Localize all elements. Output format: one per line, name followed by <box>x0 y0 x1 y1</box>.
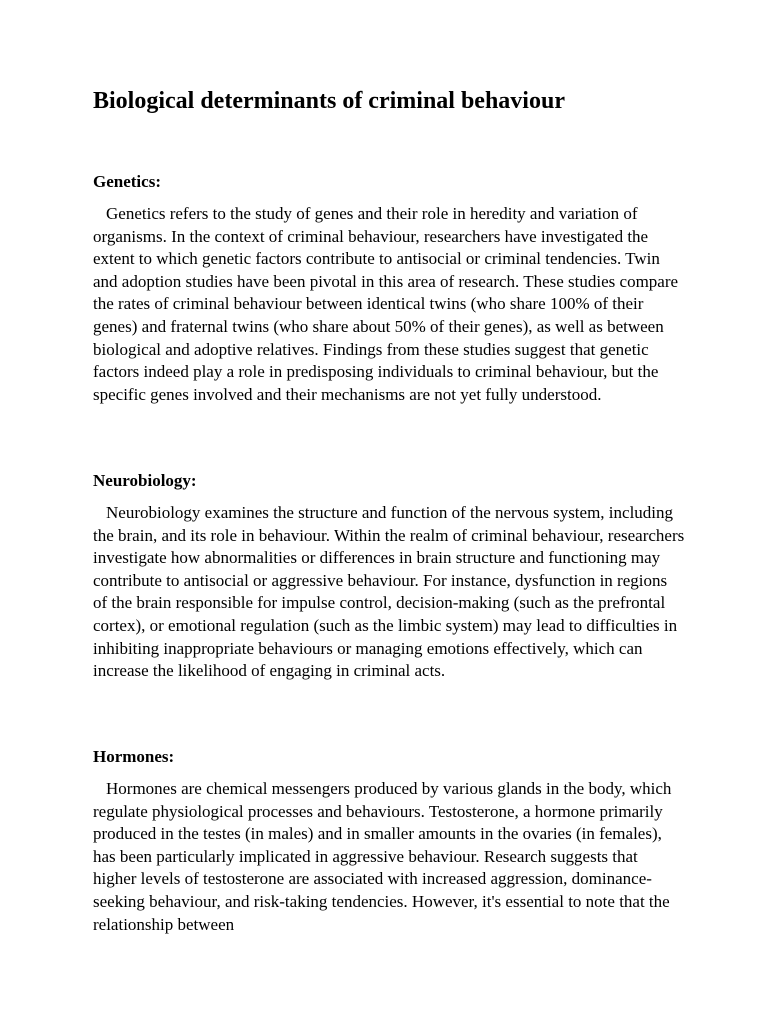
section-heading-genetics: Genetics: <box>93 172 161 191</box>
section-body-neurobiology: Neurobiology examines the structure and function of the nervous system, including the brain, and its role in behaviour. Within the realm of criminal behaviour, researchers investigate how abnormalities or differences in brain structure and functioning may contribute to antisocial or aggressive behaviour. For instance, dysfunction in regions of the brain responsible for impulse control, decision-making (such as the prefrontal cortex), or emotional regulation (such as the limbic system) may lead to difficulties in inhibiting inappropriate behaviours or managing emotions effectively, which can increase the likelihood of engaging in criminal acts. <box>93 503 685 681</box>
section-genetics <box>93 171 685 406</box>
section-heading-hormones: Hormones: <box>93 747 175 766</box>
section-neurobiology <box>93 470 685 683</box>
section-body-hormones: Hormones are chemical messengers produced by various glands in the body, which regulate physiological processes and behaviours. Testosterone, a hormone primarily produced in the testes (in males) and in smaller amounts in the ovaries (in females), has been particularly implicated in aggressive behaviour. Research suggests that higher levels of testosterone are associated with increased aggression, dominance-seeking behaviour, and risk-taking tendencies. However, it's essential to note that the relationship between <box>93 779 672 934</box>
section-body-genetics: Genetics refers to the study of genes and their role in heredity and variation of organisms. In the context of criminal behaviour, researchers have investigated the extent to which genetic factors contribute to antisocial or criminal tendencies. Twin and adoption studies have been pivotal in this area of research. These studies compare the rates of criminal behaviour between identical twins (who share 100% of their genes) and fraternal twins (who share about 50% of their genes), as well as between biological and adoptive relatives. Findings from these studies suggest that genetic factors indeed play a role in predisposing individuals to criminal behaviour, but the specific genes involved and their mechanisms are not yet fully understood. <box>93 204 679 404</box>
document-title: Biological determinants of criminal behaviour <box>93 88 565 114</box>
section-hormones <box>93 746 685 936</box>
section-heading-neurobiology: Neurobiology: <box>93 471 197 490</box>
